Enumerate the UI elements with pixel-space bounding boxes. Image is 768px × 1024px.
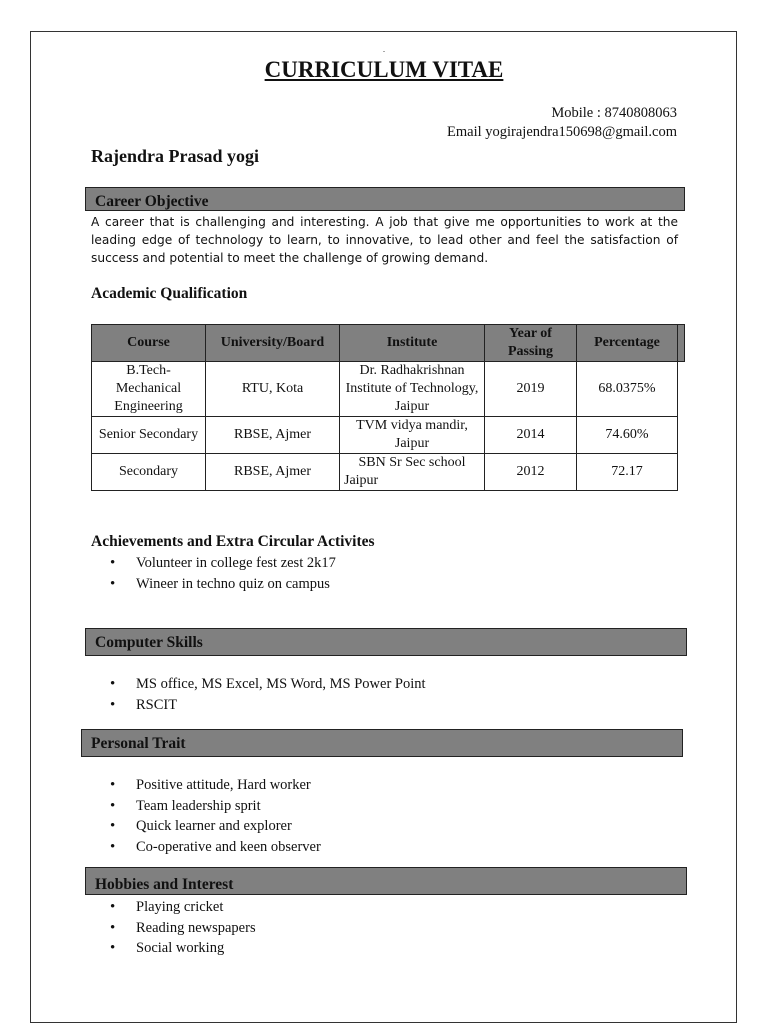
list-item: • Team leadership sprit [110, 796, 321, 817]
list-item: • Reading newspapers [110, 918, 256, 939]
academic-table [91, 324, 685, 491]
achievements-list [110, 553, 336, 594]
table-row [92, 417, 685, 454]
column-header-institute: Institute [340, 325, 485, 362]
list-item: • Social working [110, 938, 256, 959]
table-cell: Dr. Radhakrishnan Institute of Technology, Jaipur [340, 362, 485, 417]
column-header-course: Course [92, 325, 206, 362]
header-dot: . [383, 45, 385, 54]
academic-heading: Academic Qualification [91, 285, 248, 302]
career-objective-heading: Career Objective [85, 187, 685, 211]
hobbies-list [110, 897, 256, 959]
header-filler-cell [678, 325, 685, 362]
column-header-university: University/Board [206, 325, 340, 362]
column-header-percentage: Percentage [577, 325, 678, 362]
mobile-line: Mobile : 8740808063 [551, 105, 677, 121]
skills-list [110, 674, 426, 715]
list-item: • Quick learner and explorer [110, 816, 321, 837]
table-cell: SBN Sr Sec school Jaipur [340, 454, 485, 491]
table-cell: RTU, Kota [206, 362, 340, 417]
column-header-year: Year of Passing [485, 325, 577, 362]
table-cell: 2019 [485, 362, 577, 417]
list-item: • RSCIT [110, 695, 426, 716]
list-item: • Volunteer in college fest zest 2k17 [110, 553, 336, 574]
table-cell: 2014 [485, 417, 577, 454]
hobbies-heading: Hobbies and Interest [85, 867, 687, 895]
table-cell: TVM vidya mandir, Jaipur [340, 417, 485, 454]
list-item: • Co-operative and keen observer [110, 837, 321, 858]
table-cell: 2012 [485, 454, 577, 491]
table-cell: RBSE, Ajmer [206, 417, 340, 454]
table-cell: 74.60% [577, 417, 678, 454]
achievements-heading: Achievements and Extra Circular Activites [91, 533, 375, 550]
table-cell: 68.0375% [577, 362, 678, 417]
table-header-row [92, 325, 685, 362]
list-item: • Playing cricket [110, 897, 256, 918]
table-cell: 72.17 [577, 454, 678, 491]
personal-trait-heading: Personal Trait [81, 729, 683, 757]
list-item: • MS office, MS Excel, MS Word, MS Power Point [110, 674, 426, 695]
table-row [92, 454, 685, 491]
table-cell: Secondary [92, 454, 206, 491]
table-cell: B.Tech-Mechanical Engineering [92, 362, 206, 417]
candidate-name: Rajendra Prasad yogi [91, 146, 259, 166]
career-objective-text: A career that is challenging and interesting. A job that give me opportunities to work at the leading edge of technology to learn, to innovative, to lead other and feel the satisfaction of success and potential to meet the challenge of growing demand. [91, 215, 678, 265]
list-item: • Positive attitude, Hard worker [110, 775, 321, 796]
table-row [92, 362, 685, 417]
table-cell: Senior Secondary [92, 417, 206, 454]
cv-title: CURRICULUM VITAE [264, 57, 504, 82]
computer-skills-heading: Computer Skills [85, 628, 687, 656]
traits-list [110, 775, 321, 857]
list-item: • Wineer in techno quiz on campus [110, 574, 336, 595]
contact-block [447, 104, 677, 142]
table-cell: RBSE, Ajmer [206, 454, 340, 491]
email-line: Email yogirajendra150698@gmail.com [447, 124, 677, 140]
